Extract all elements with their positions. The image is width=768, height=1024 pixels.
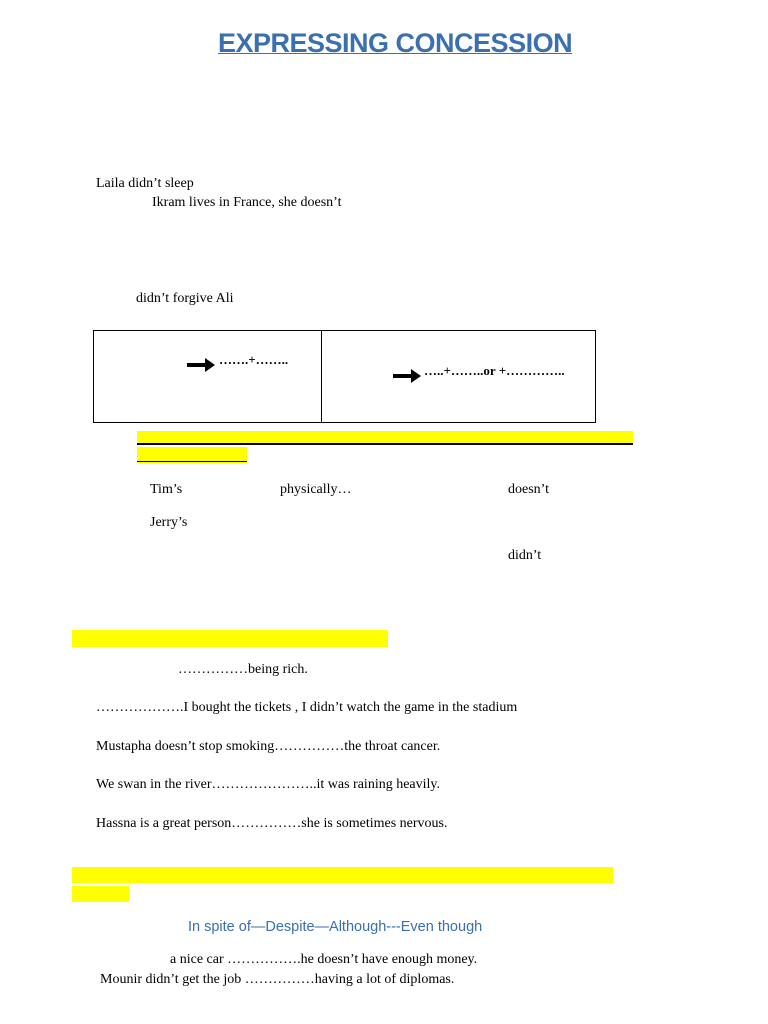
word-physically: physically… [280,482,352,497]
word-jerrys: Jerry’s [150,515,188,530]
word-tims: Tim’s [150,482,183,497]
exercise-1-item: Mustapha doesn’t stop smoking……………the throat cancer. [96,739,441,754]
word-doesnt: doesn’t [508,482,549,497]
formula-left: …….+…….. [219,352,289,367]
example-line-3: didn’t forgive Ali [136,291,234,306]
highlight-bar [72,867,613,883]
highlight-bar [72,630,388,647]
formula-right: …..+……..or +………….. [424,363,565,378]
underline-rule [137,443,633,445]
underline-rule [137,461,247,462]
page-title: EXPRESSING CONCESSION [218,28,573,58]
highlight-bar [72,886,129,902]
example-line-1: Laila didn’t sleep [96,176,194,191]
exercise-1-item: ……………….I bought the tickets , I didn’t watch the game in the stadium [96,700,518,715]
example-line-2: Ikram lives in France, she doesn’t [152,195,342,210]
exercise-1-item: ……………being rich. [178,662,308,677]
formula-box [93,330,596,423]
exercise-1-item: We swan in the river…………………..it was raining heavily. [96,777,441,792]
exercise-2-item: a nice car …………….he doesn’t have enough money. [170,952,478,967]
exercise-1-item: Hassna is a great person……………she is sometimes nervous. [96,816,448,831]
formula-box-divider [321,331,322,422]
word-bank: In spite of—Despite—Although---Even though [188,919,483,935]
word-didnt: didn’t [508,548,542,563]
exercise-2-item: Mounir didn’t get the job ……………having a lot of diplomas. [100,972,455,987]
